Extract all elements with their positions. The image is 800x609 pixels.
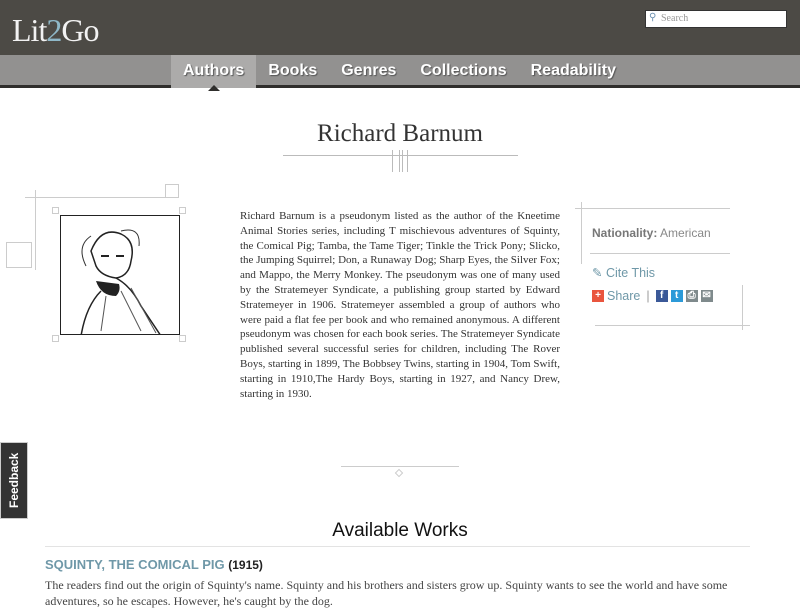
decor-line xyxy=(25,197,165,198)
divider-ornament xyxy=(395,469,403,477)
print-icon[interactable]: ⎙ xyxy=(687,290,696,301)
plus-icon[interactable]: + xyxy=(592,290,604,302)
nav-genres[interactable]: Genres xyxy=(341,62,397,79)
facebook-icon[interactable]: f xyxy=(656,290,668,302)
nationality-label: Nationality: xyxy=(592,226,658,240)
nav-books[interactable]: Books xyxy=(268,62,318,79)
decor-line xyxy=(590,253,730,254)
pencil-icon: ✎ xyxy=(592,266,603,280)
decor-square xyxy=(179,207,186,214)
decor-square xyxy=(52,207,59,214)
decor-line xyxy=(575,208,730,209)
title-ornament xyxy=(392,150,408,172)
header xyxy=(0,0,800,55)
search-input[interactable] xyxy=(645,10,787,28)
cite-label: Cite This xyxy=(605,266,656,280)
search-icon: ⚲ xyxy=(649,12,657,23)
page-title: Richard Barnum xyxy=(317,120,483,147)
search-placeholder: Search xyxy=(661,13,689,24)
share-button[interactable]: Share xyxy=(607,289,641,303)
email-icon[interactable]: ✉ xyxy=(702,290,711,301)
decor-line xyxy=(35,190,36,270)
work-year: (1915) xyxy=(228,558,263,572)
nav-readability[interactable]: Readability xyxy=(530,62,616,79)
decor-square xyxy=(179,335,186,342)
work-item xyxy=(45,557,263,572)
nationality xyxy=(592,226,711,240)
portrait-sketch xyxy=(61,216,180,335)
divider xyxy=(341,466,459,467)
nav-authors[interactable]: Authors xyxy=(171,55,256,88)
logo-text: Lit xyxy=(12,12,47,48)
nav-collections[interactable]: Collections xyxy=(420,62,507,79)
logo[interactable] xyxy=(12,12,98,49)
separator: | xyxy=(646,289,650,303)
feedback-tab[interactable]: Feedback xyxy=(0,442,28,519)
main-nav xyxy=(0,55,800,88)
work-description: The readers find out the origin of Squinty's name. Squinty and his brothers and sisters grow up. Squinty wants to see the world and have some adventures, so he escapes. However, he's caught by the dog. xyxy=(45,578,728,608)
twitter-icon[interactable]: t xyxy=(671,290,683,302)
author-bio: Richard Barnum is a pseudonym listed as the author of the Kneetime Animal Stories series, including T mischievous adventures of Squinty, the Comical Pig; Tamba, the Tame Tiger; Tinkle the Trick Pony; Slicko, the Jumping Squirrel; Don, a Runaway Dog; Sharp Eyes, the Silver Fox; and Mappo, the Merry Monkey. The pseudonym was one of many used by the Stratemeyer Syndicate, a publishing group started by Edward Stratemeyer in 1906. Stratemeyer assembled a group of authors who were paid a flat fee per book and who remained anonymous. A different pseudonym was chosen for each book series. The Stratemeyer Syndicate published several successful series for children, including The Rover Boys, starting in 1899, The Bobbsey Twins, starting in 1904, Tom Swift, starting in 1910,The Hardy Boys, starting in 1927, and Nancy Drew, starting in 1930. xyxy=(240,210,560,400)
decor-line xyxy=(742,285,743,330)
share-bar xyxy=(592,289,713,303)
logo-text: 2 xyxy=(46,12,62,48)
decor-line xyxy=(581,202,582,264)
work-title-link[interactable]: SQUINTY, THE COMICAL PIG xyxy=(45,557,225,572)
nationality-value: American xyxy=(660,226,711,240)
decor-square xyxy=(6,242,32,268)
logo-text: Go xyxy=(61,12,99,48)
decor-square xyxy=(165,184,179,198)
available-works-heading: Available Works xyxy=(332,520,468,541)
divider xyxy=(45,546,750,547)
decor-line xyxy=(595,325,750,326)
author-portrait xyxy=(60,215,180,335)
cite-this-link[interactable] xyxy=(592,265,655,280)
decor-square xyxy=(52,335,59,342)
